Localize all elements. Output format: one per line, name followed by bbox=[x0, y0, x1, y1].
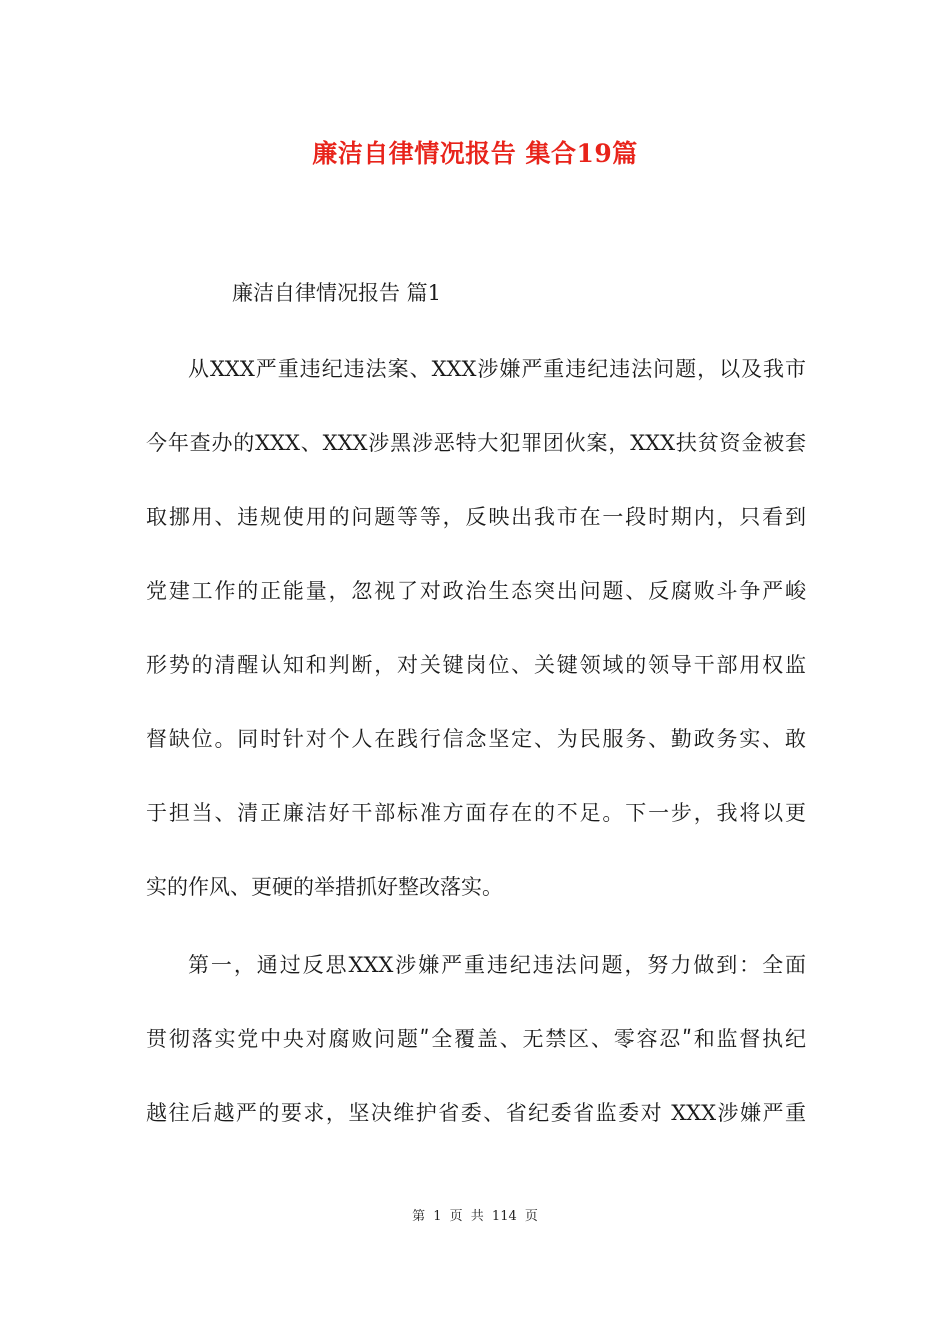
paragraph-line: 党建工作的正能量，忽视了对政治生态突出问题、反腐败斗争严峻 bbox=[146, 579, 806, 603]
paragraph-line: 实的作风、更硬的举措抓好整改落实。 bbox=[146, 875, 503, 899]
paragraph-line: 贯彻落实党中央对腐败问题ʺ全覆盖、无禁区、零容忍ʺ和监督执纪 bbox=[146, 1027, 806, 1051]
paragraph-line: 督缺位。同时针对个人在践行信念坚定、为民服务、勤政务实、敢 bbox=[146, 727, 806, 751]
paragraph-line: 越往后越严的要求，坚决维护省委、省纪委省监委对 XXX涉嫌严重 bbox=[146, 1101, 806, 1125]
section-heading: 廉洁自律情况报告 篇1 bbox=[232, 281, 442, 305]
paragraph-line: 今年查办的XXX、XXX涉黑涉恶特大犯罪团伙案，XXX扶贫资金被套 bbox=[146, 431, 806, 455]
paragraph-line: 取挪用、违规使用的问题等等，反映出我市在一段时期内，只看到 bbox=[146, 505, 806, 529]
paragraph-line: 形势的清醒认知和判断，对关键岗位、关键领域的领导干部用权监 bbox=[146, 653, 806, 677]
paragraph-line: 从XXX严重违纪违法案、XXX涉嫌严重违纪违法问题，以及我市 bbox=[188, 357, 806, 381]
page-footer: 第 1 页 共 114 页 bbox=[412, 1209, 538, 1224]
document-title: 廉洁自律情况报告 集合19篇 bbox=[312, 139, 638, 168]
paragraph-line: 第一，通过反思XXX涉嫌严重违纪违法问题，努力做到：全面 bbox=[188, 953, 806, 977]
paragraph-line: 于担当、清正廉洁好干部标准方面存在的不足。下一步，我将以更 bbox=[146, 801, 806, 825]
